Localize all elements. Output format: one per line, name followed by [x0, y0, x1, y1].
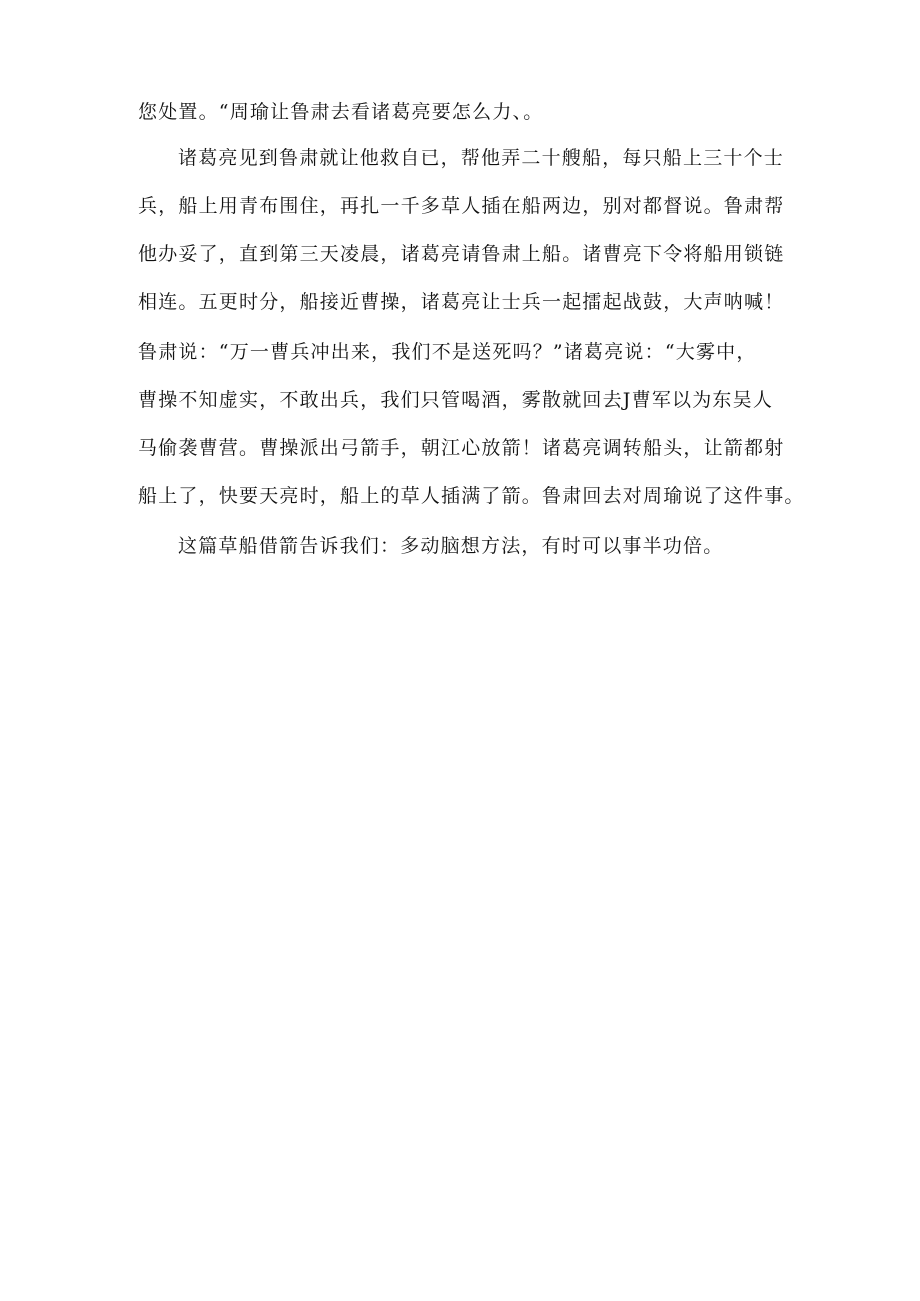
text-line: 曹操不知虚实，不敢出兵，我们只管喝酒，雾散就回去J曹军以为东吴人 [138, 389, 774, 411]
text-line: 诸葛亮见到鲁肃就让他救自已，帮他弄二十艘船，每只船上三十个士 [178, 147, 785, 169]
text-line: 您处置。“周瑜让鲁肃去看诸葛亮要怎么力、。 [138, 101, 544, 123]
text-line: 船上了，快要天亮时，船上的草人插满了箭。鲁肃回去对周瑜说了这件事。 [138, 485, 805, 507]
text-line: 兵，船上用青布围住，再扎一千多草人插在船两边，别对都督说。鲁肃帮 [138, 195, 785, 217]
text-line: 相连。五更时分，船接近曹操，诸葛亮让士兵一起擂起战鼓，大声呐喊！ [138, 291, 785, 313]
text-line: 他办妥了，直到第三天凌晨，诸葛亮请鲁肃上船。诸曹亮下令将船用锁链 [138, 243, 785, 265]
text-line: 鲁肃说：“万一曹兵冲出来，我们不是送死吗？”诸葛亮说：“大雾中， [138, 341, 757, 363]
text-line: 这篇草船借箭告诉我们：多动脑想方法，有时可以事半功倍。 [178, 535, 724, 557]
text-line: 马偷袭曹营。曹操派出弓箭手，朝江心放箭！诸葛亮调转船头，让箭都射 [138, 437, 785, 459]
